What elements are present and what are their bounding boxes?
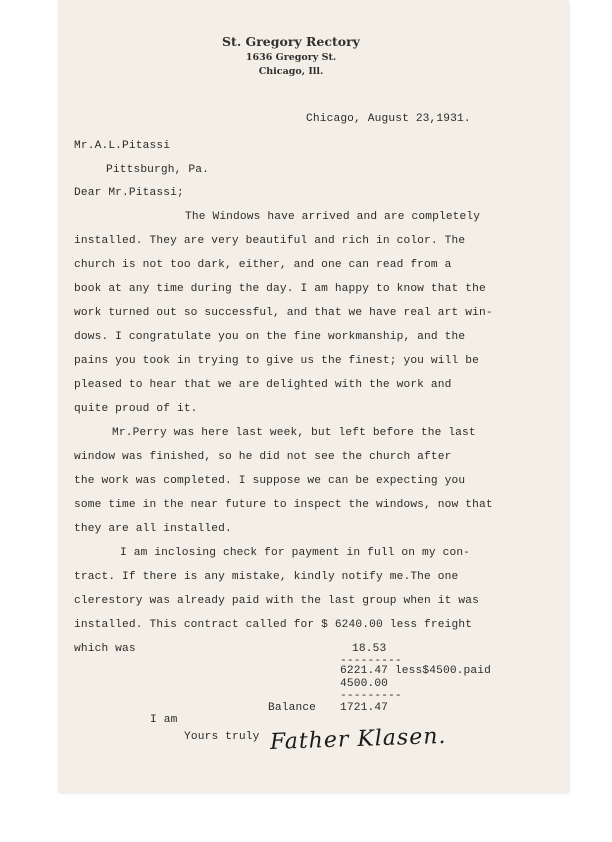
paid-amount: 4500.00 (340, 678, 389, 690)
calc-rule: --------- (340, 655, 402, 667)
calc-rule: --------- (340, 690, 402, 702)
addressee-name: Mr.A.L.Pitassi (74, 140, 171, 152)
handwritten-signature: Father Klasen. (269, 723, 447, 755)
closing-i-am: I am (150, 714, 178, 726)
closing-yours-truly: Yours truly (184, 731, 260, 743)
paragraph3-line: installed. This contract called for $ 6240.00 less freight (74, 619, 473, 631)
paragraph1-line: pains you took in trying to give us the finest; you will be (74, 355, 479, 367)
paragraph1-line: The Windows have arrived and are completely (185, 211, 481, 223)
paragraph3-line: I am inclosing check for payment in full on my con- (120, 547, 471, 559)
paragraph2-line: they are all installed. (74, 523, 232, 535)
paragraph2-line: the work was completed. I suppose we can be expecting you (74, 475, 466, 487)
balance-amount: 1721.47 (340, 702, 389, 714)
paragraph2-line: Mr.Perry was here last week, but left before the last (112, 427, 476, 439)
subtotal-amount: 6221.47 less$4500.paid (340, 665, 491, 677)
addressee-city: Pittsburgh, Pa. (106, 164, 209, 176)
letterhead-street: 1636 Gregory St. (245, 52, 337, 63)
freight-amount: 18.53 (352, 643, 387, 655)
paragraph1-line: work turned out so successful, and that we have real art win- (74, 307, 493, 319)
paragraph3-line: which was (74, 643, 136, 655)
paragraph2-line: window was finished, so he did not see the church after (74, 451, 452, 463)
letterhead-name: St. Gregory Rectory (222, 34, 360, 49)
paragraph1-line: pleased to hear that we are delighted with the work and (74, 379, 452, 391)
paragraph2-line: some time in the near future to inspect the windows, now that (74, 499, 493, 511)
paragraph1-line: church is not too dark, either, and one can read from a (74, 259, 452, 271)
paragraph1-line: quite proud of it. (74, 403, 198, 415)
paragraph1-line: installed. They are very beautiful and rich in color. The (74, 235, 466, 247)
paragraph3-line: tract. If there is any mistake, kindly notify me.The one (74, 571, 459, 583)
salutation: Dear Mr.Pitassi; (74, 187, 184, 199)
letterhead-city: Chicago, Ill. (258, 66, 324, 77)
paragraph1-line: book at any time during the day. I am happy to know that the (74, 283, 486, 295)
letter-date: Chicago, August 23,1931. (306, 113, 471, 125)
balance-label: Balance (268, 702, 317, 714)
paragraph3-line: clerestory was already paid with the last group when it was (74, 595, 479, 607)
paragraph1-line: dows. I congratulate you on the fine workmanship, and the (74, 331, 466, 343)
letter-page (58, 0, 568, 792)
